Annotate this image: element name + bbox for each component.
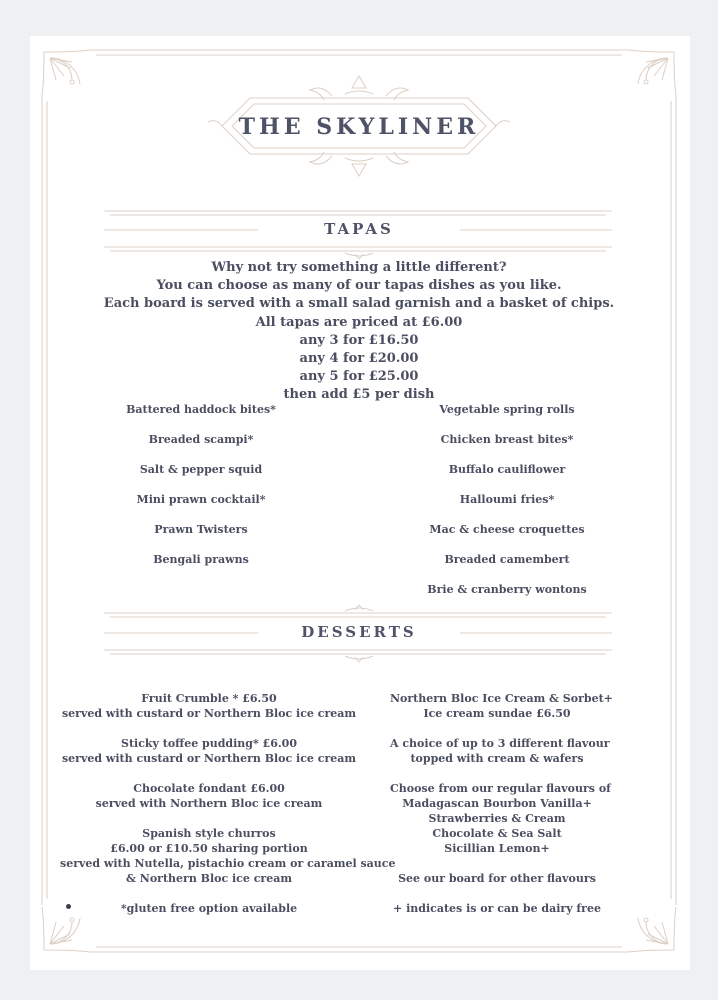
tapas-intro: [0, 259, 718, 405]
bullet-dot-icon: [66, 904, 71, 909]
intro-line: All tapas are priced at £6.00: [255, 314, 463, 330]
intro-line: You can choose as many of our tapas dishes as you like.: [156, 278, 562, 294]
intro-line: Why not try something a little different?: [211, 260, 507, 275]
list-item: Battered haddock bites*: [126, 403, 276, 416]
restaurant-title: THE SKYLINER: [238, 114, 480, 140]
dessert-line: Sicillian Lemon+: [444, 842, 550, 855]
corner-ornament-icon: [42, 50, 90, 95]
dessert-line: Ice cream sundae £6.50: [423, 707, 571, 720]
desserts-heading: DESSERTS: [301, 623, 417, 641]
list-item: Mini prawn cocktail*: [136, 493, 266, 506]
dessert-item: [390, 736, 610, 766]
list-item: Chicken breast bites*: [440, 433, 574, 446]
dessert-line: *gluten free option available: [120, 902, 298, 915]
list-item: Breaded scampi*: [148, 433, 254, 446]
dessert-item: [60, 781, 358, 811]
intro-line: any 3 for £16.50: [299, 332, 419, 348]
desserts-left-list: [60, 691, 396, 931]
dessert-line: served with Nutella, pistachio cream or caramel sauce: [60, 857, 396, 870]
dessert-line: Madagascan Bourbon Vanilla+: [402, 797, 592, 810]
dessert-line: served with Northern Bloc ice cream: [95, 797, 323, 810]
dessert-line: A choice of up to 3 different flavour: [390, 737, 610, 750]
dessert-item: [390, 781, 611, 856]
dessert-item: [390, 691, 613, 721]
list-item: Buffalo cauliflower: [448, 463, 566, 476]
dessert-item: [60, 691, 358, 721]
dessert-item: [60, 826, 396, 886]
list-item: Vegetable spring rolls: [439, 403, 575, 416]
dessert-line: Choose from our regular flavours of: [390, 782, 611, 795]
intro-line: any 4 for £20.00: [299, 351, 419, 367]
dessert-line: served with custard or Northern Bloc ice cream: [61, 707, 357, 720]
list-item: Halloumi fries*: [459, 493, 555, 506]
dessert-item: [390, 871, 604, 886]
list-item: Salt & pepper squid: [139, 463, 263, 476]
intro-line: then add £5 per dish: [283, 387, 435, 403]
dairy-free-note: [390, 901, 604, 916]
list-item: Mac & cheese croquettes: [429, 523, 585, 536]
dessert-line: Sticky toffee pudding* £6.00: [121, 737, 297, 750]
dessert-line: Chocolate fondant £6.00: [133, 782, 285, 795]
list-item: Breaded camembert: [444, 553, 570, 566]
dessert-line: Chocolate & Sea Salt: [432, 827, 562, 840]
desserts-right-list: [390, 691, 613, 931]
dessert-line: topped with cream & wafers: [410, 752, 584, 765]
dessert-line: See our board for other flavours: [398, 872, 596, 885]
dessert-line: Spanish style churros: [142, 827, 276, 840]
dessert-line: & Northern Bloc ice cream: [126, 872, 292, 885]
gluten-free-note: [60, 901, 358, 916]
dessert-line: Strawberries & Cream: [428, 812, 566, 825]
list-item: Prawn Twisters: [154, 523, 248, 536]
dessert-line: Northern Bloc Ice Cream & Sorbet+: [390, 692, 613, 705]
dessert-line: served with custard or Northern Bloc ice cream: [61, 752, 357, 765]
list-item: Bengali prawns: [153, 553, 249, 566]
dessert-item: [60, 736, 358, 766]
intro-line: any 5 for £25.00: [299, 369, 419, 385]
tapas-heading: TAPAS: [324, 220, 394, 238]
intro-line: Each board is served with a small salad garnish and a basket of chips.: [103, 296, 615, 312]
dessert-line: + indicates is or can be dairy free: [393, 902, 601, 915]
dessert-line: £6.00 or £10.50 sharing portion: [110, 842, 308, 855]
tapas-left-list: [100, 401, 302, 581]
tapas-right-list: [400, 401, 614, 611]
list-item: Brie & cranberry wontons: [427, 583, 587, 596]
dessert-line: Fruit Crumble * £6.50: [141, 692, 277, 705]
